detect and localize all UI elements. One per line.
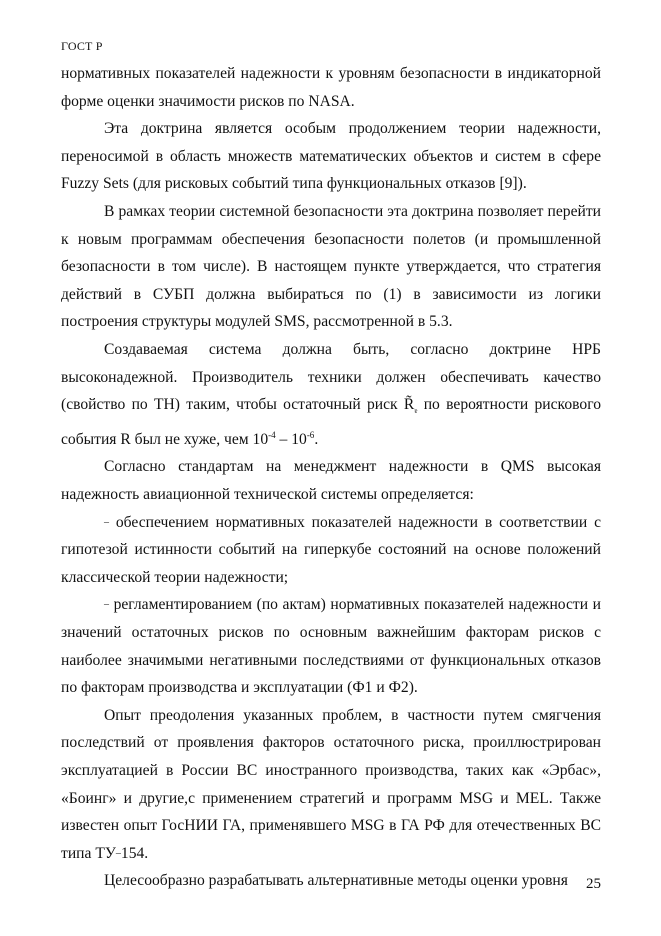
residual-risk-text-4: . bbox=[314, 430, 319, 448]
paragraph-experience bbox=[61, 702, 601, 868]
list-item-1 bbox=[61, 509, 601, 592]
residual-risk-symbol: R̃ bbox=[403, 396, 415, 414]
paragraph-doctrine: Эта доктрина является особым продолжением теории надежности, переносимой в область множеств математических объектов и систем в сфере Fuzzy Sets (для рисковых событий типа функциональных отказов [9]). bbox=[61, 120, 601, 193]
list-item-2 bbox=[61, 591, 601, 701]
residual-risk-subscript: ɐ bbox=[414, 407, 418, 416]
exponent-2: -6 bbox=[306, 429, 315, 440]
experience-text-2: 154. bbox=[120, 844, 149, 862]
list-item-1-text: обеспечением нормативных показателей надежности в соответствии с гипотезой истинности событий на гиперкубе состояний на основе положений классической теории надежности; bbox=[61, 513, 601, 586]
experience-text-1: Опыт преодоления указанных проблем, в частности путем смягчения последствий от проявления факторов остаточного риска, проиллюстрирован эксплуатацией в России ВС иностранного производства, таких как «Эрбас», «Боинг» и другие,с применением стратегий и программ MSG и MEL. Также известен опыт ГосНИИ ГА, применявшего MSG в ГА РФ для отечественных ВС типа ТУ bbox=[61, 706, 601, 862]
paragraph-qms: Согласно стандартам на менеджмент надежности в QMS высокая надежность авиационной технической системы определяется: bbox=[61, 458, 601, 504]
paragraph-continuation: нормативных показателей надежности к уровням безопасности в индикаторной форме оценки значимости рисков по NASA. bbox=[61, 65, 601, 110]
running-header: ГОСТ Р bbox=[61, 39, 103, 53]
residual-risk-text-2: по вероятности рискового события R был не хуже, чем 10 bbox=[61, 396, 601, 448]
residual-risk-text-3: – 10 bbox=[275, 430, 307, 448]
inline-dash: – bbox=[115, 847, 121, 859]
paragraph-residual-risk bbox=[61, 336, 601, 453]
paragraph-methods: Целесообразно разрабатывать альтернативные методы оценки уровня bbox=[104, 872, 568, 890]
list-dash: – bbox=[104, 516, 109, 528]
residual-risk-text-1: Создаваемая система должна быть, согласно доктрине НРБ высоконадежной. Производитель техники должен обеспечивать качество (свойство по ТН) таким, чтобы остаточный риск bbox=[61, 340, 601, 414]
page-number: 25 bbox=[586, 876, 601, 892]
list-dash: – bbox=[104, 599, 109, 611]
page-body bbox=[61, 60, 601, 895]
exponent-1: -4 bbox=[268, 429, 276, 440]
paragraph-system-safety: В рамках теории системной безопасности эта доктрина позволяет перейти к новым программам обеспечения безопасности полетов (и промышленной безопасности в том числе). В настоящем пункте утверждается, что стратегия действий в СУБП должна выбираться по (1) в зависимости из логики построения структуры модулей SMS, рассмотренной в 5.3. bbox=[61, 202, 601, 331]
list-item-2-text: регламентированием (по актам) нормативных показателей надежности и значений остаточных рисков по основным важнейшим факторам рисков с наиболее значимыми негативными последствиями от функциональных отказов по факторам производства и эксплуатации (Ф1 и Ф2). bbox=[61, 596, 601, 697]
